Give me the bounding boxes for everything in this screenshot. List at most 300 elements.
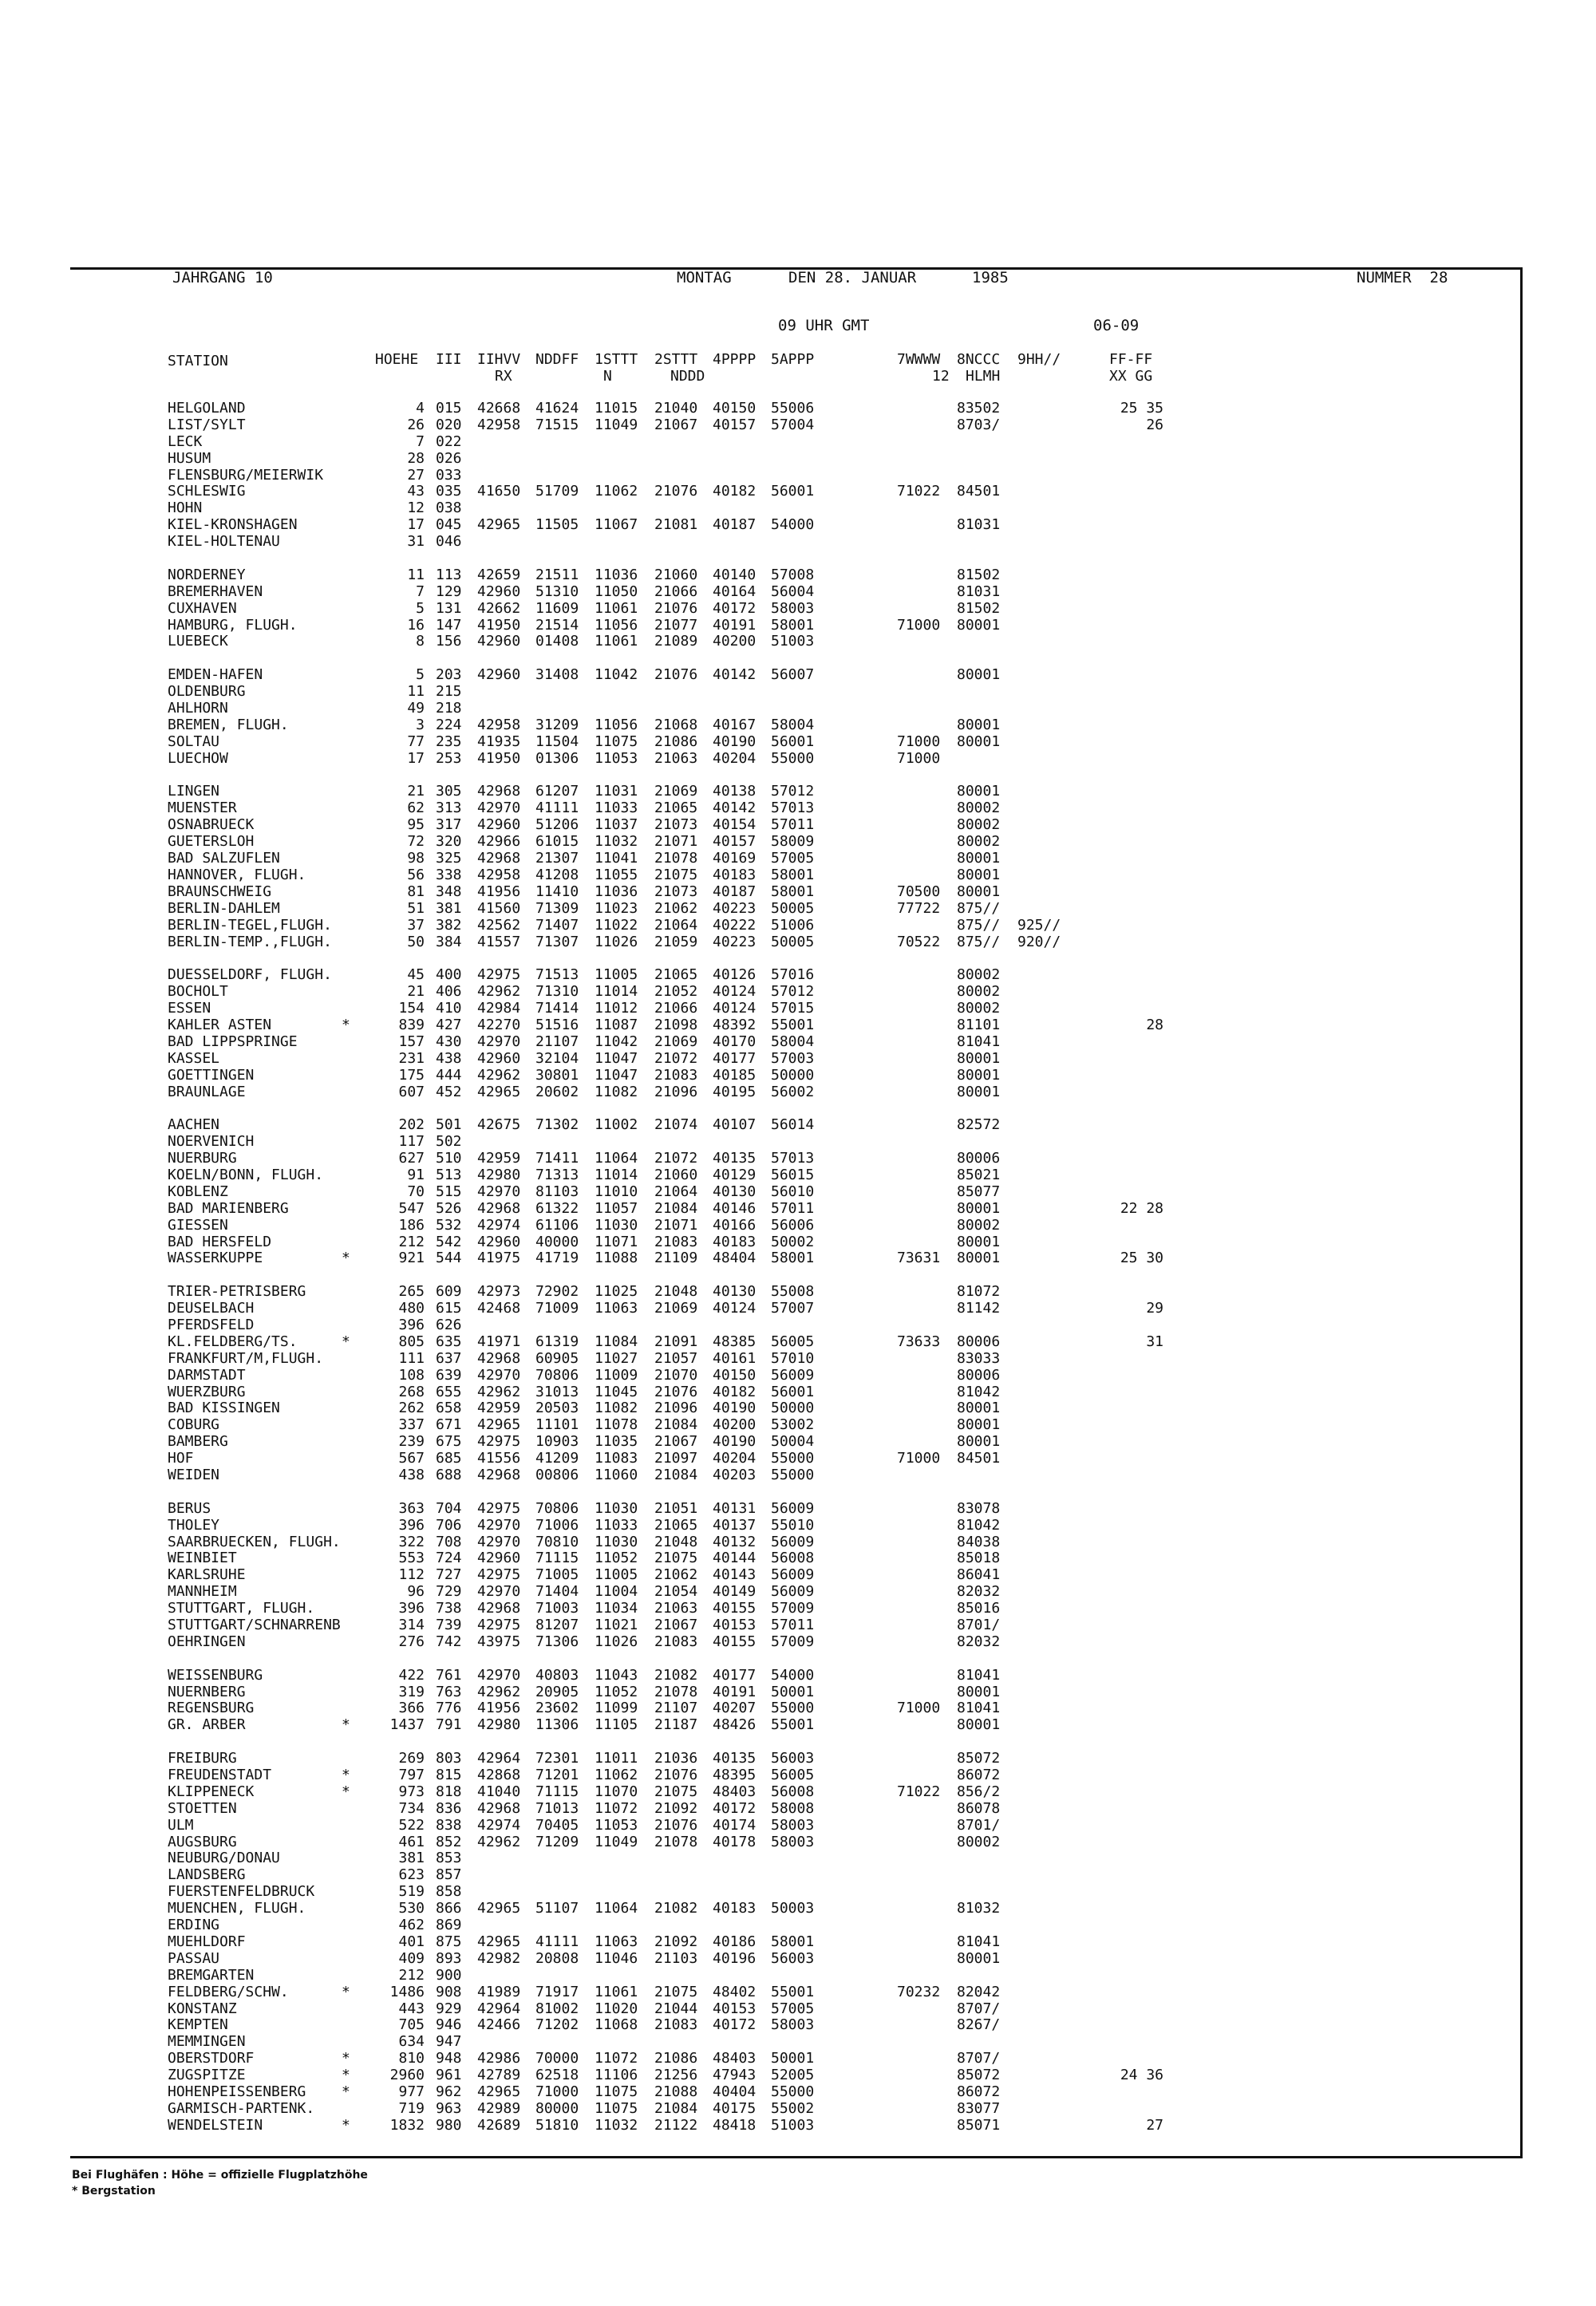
elevation: 262 [398,1400,425,1417]
mountain-mark: * [342,1333,350,1350]
group-1sttt: 11030 [595,1533,638,1550]
group-5appp: 56009 [771,1366,815,1384]
group-1sttt: 11046 [595,1949,638,1967]
group-2sttt: 21066 [654,1000,698,1017]
group-nddff: 71309 [535,899,579,917]
group-5appp: 56007 [771,666,815,684]
station-index: 203 [436,666,462,684]
station-name: ESSEN [168,1000,211,1017]
group-8nccc: 83502 [957,400,1001,417]
group-4pppp: 40177 [713,1049,757,1067]
table-row [0,601,1596,618]
station-index: 320 [436,833,462,851]
mountain-mark: * [342,2083,350,2100]
group-nddff: 71209 [535,1833,579,1850]
mountain-mark: * [342,1016,350,1033]
group-4pppp: 40144 [713,1550,757,1567]
col-7wwww-sub: 12 [932,368,950,385]
group-4pppp: 40166 [713,1216,757,1234]
table-row [0,1234,1596,1251]
station-index: 739 [436,1617,462,1634]
table-row [0,1634,1596,1651]
group-nddff: 70806 [535,1499,579,1517]
elevation: 202 [398,1116,425,1134]
elevation: 977 [398,2083,425,2100]
group-7wwww: 77722 [897,899,941,917]
station-index: 020 [436,416,462,433]
elevation: 276 [398,1633,425,1650]
group-nddff: 51810 [535,2116,579,2134]
elevation: 401 [398,1933,425,1950]
group-8nccc: 80001 [957,616,1001,634]
table-row [0,1884,1596,1901]
group-8nccc: 80001 [957,1083,1001,1100]
station-table [0,401,1596,2134]
group-4pppp: 40164 [713,582,757,600]
station-name: BERUS [168,1499,211,1517]
group-4pppp: 40131 [713,1499,757,1517]
group-iihvv: 42960 [477,816,521,834]
group-5appp: 53002 [771,1416,815,1434]
group-5appp: 56009 [771,1566,815,1584]
group-1sttt: 11075 [595,2083,638,2100]
group-1sttt: 11020 [595,2000,638,2017]
station-name: KOBLENZ [168,1183,228,1200]
elevation: 239 [398,1433,425,1451]
station-index: 046 [436,533,462,551]
elevation: 839 [398,1016,425,1033]
station-name: LIST/SYLT [168,416,246,433]
group-1sttt: 11061 [595,633,638,650]
group-7wwww: 70500 [897,883,941,900]
group-2sttt: 21040 [654,400,698,417]
station-name: HELGOLAND [168,400,246,417]
group-8nccc: 80002 [957,1000,1001,1017]
group-2sttt: 21076 [654,599,698,617]
group-nddff: 20602 [535,1083,579,1100]
table-row [0,1717,1596,1734]
group-5appp: 57010 [771,1349,815,1367]
group-1sttt: 11011 [595,1750,638,1767]
group-iihvv: 42989 [477,2099,521,2117]
group-8nccc: 85072 [957,2067,1001,2084]
group-2sttt: 21063 [654,749,698,767]
table-row [0,1584,1596,1601]
group-iihvv: 42973 [477,1283,521,1301]
group-5appp: 56010 [771,1183,815,1200]
group-4pppp: 40137 [713,1516,757,1534]
group-2sttt: 21057 [654,1349,698,1367]
mountain-mark: * [342,1716,350,1734]
group-8nccc: 8267/ [957,2016,1001,2034]
group-iihvv: 42960 [477,582,521,600]
group-nddff: 11306 [535,1716,579,1734]
elevation: 314 [398,1617,425,1634]
group-nddff: 41111 [535,1933,579,1950]
group-1sttt: 11032 [595,2116,638,2134]
station-name: GOETTINGEN [168,1066,255,1084]
station-index: 706 [436,1516,462,1534]
mountain-mark: * [342,1783,350,1800]
elevation: 11 [407,566,425,583]
station-index: 035 [436,483,462,500]
station-name: WEIDEN [168,1467,220,1483]
table-row [0,1700,1596,1717]
group-iihvv: 42960 [477,1233,521,1250]
group-4pppp: 40200 [713,633,757,650]
station-index: 400 [436,966,462,984]
group-iihvv: 42959 [477,1400,521,1417]
station-index: 542 [436,1233,462,1250]
group-1sttt: 11084 [595,1333,638,1350]
group-8nccc: 80002 [957,966,1001,984]
table-row [0,1001,1596,1017]
group-5appp: 50000 [771,1400,815,1417]
elevation: 26 [407,416,425,433]
station-index: 803 [436,1750,462,1767]
group-nddff: 71115 [535,1783,579,1800]
gust-period: 06-09 [1093,317,1140,334]
group-4pppp: 40143 [713,1566,757,1584]
table-row [0,1801,1596,1818]
group-4pppp: 40124 [713,1000,757,1017]
station-name: EMDEN-HAFEN [168,666,263,684]
group-1sttt: 11078 [595,1416,638,1434]
group-4pppp: 48385 [713,1333,757,1350]
elevation: 396 [398,1316,425,1333]
group-2sttt: 21052 [654,983,698,1001]
station-name: DARMSTADT [168,1366,246,1384]
col-5appp: 5APPP [771,351,815,368]
group-4pppp: 40175 [713,2099,757,2117]
station-name: WASSERKUPPE [168,1250,263,1267]
group-7wwww: 71000 [897,1450,941,1467]
elevation: 49 [407,700,425,717]
group-iihvv: 42974 [477,1816,521,1834]
group-7wwww: 70232 [897,1983,941,2000]
elevation: 212 [398,1966,425,1984]
table-row [0,1968,1596,1984]
group-4pppp: 40190 [713,1433,757,1451]
group-2sttt: 21083 [654,1066,698,1084]
station-index: 776 [436,1700,462,1717]
group-iihvv: 42962 [477,1383,521,1400]
group-8nccc: 85018 [957,1550,1001,1567]
group-1sttt: 11033 [595,800,638,817]
group-4pppp: 40191 [713,616,757,634]
elevation: 607 [398,1083,425,1100]
group-5appp: 55010 [771,1516,815,1534]
elevation: 91 [407,1166,425,1183]
group-1sttt: 11010 [595,1183,638,1200]
station-name: BERLIN-TEMP.,FLUGH. [168,933,332,950]
table-row [0,1818,1596,1834]
group-iihvv: 42980 [477,1716,521,1734]
col-ff-sub: XX GG [1109,368,1153,385]
group-iihvv: 42966 [477,833,521,851]
table-row [0,1417,1596,1434]
group-5appp: 56005 [771,1333,815,1350]
table-row [0,2101,1596,2118]
group-4pppp: 48392 [713,1016,757,1033]
group-4pppp: 40177 [713,1666,757,1684]
station-index: 427 [436,1016,462,1033]
table-row [0,1767,1596,1784]
gust-values: 29 [1146,1300,1163,1317]
group-nddff: 41719 [535,1250,579,1267]
group-nddff: 71310 [535,983,579,1001]
station-name: KL.FELDBERG/TS. [168,1333,298,1350]
group-5appp: 57016 [771,966,815,984]
group-1sttt: 11063 [595,1933,638,1950]
gust-values: 24 36 [1120,2067,1163,2084]
group-5appp: 55001 [771,1016,815,1033]
group-5appp: 56001 [771,732,815,750]
station-name: MUENCHEN, FLUGH. [168,1900,306,1917]
group-1sttt: 11045 [595,1383,638,1400]
elevation: 973 [398,1783,425,1800]
group-8nccc: 80001 [957,1233,1001,1250]
station-name: FREIBURG [168,1750,237,1767]
group-nddff: 20808 [535,1949,579,1967]
group-nddff: 20503 [535,1400,579,1417]
group-5appp: 56006 [771,1216,815,1234]
group-iihvv: 42974 [477,1216,521,1234]
group-8nccc: 8701/ [957,1816,1001,1834]
group-2sttt: 21092 [654,1933,698,1950]
elevation: 567 [398,1450,425,1467]
station-name: WEISSENBURG [168,1666,263,1684]
table-row [0,1117,1596,1134]
group-8nccc: 80002 [957,800,1001,817]
group-1sttt: 11071 [595,1233,638,1250]
group-4pppp: 40142 [713,666,757,684]
group-4pppp: 40155 [713,1633,757,1650]
table-row [0,1317,1596,1334]
group-iihvv: 42970 [477,1516,521,1534]
elevation: 45 [407,966,425,984]
elevation: 438 [398,1467,425,1483]
table-row [0,1984,1596,2001]
table-row [0,1917,1596,1934]
elevation: 77 [407,732,425,750]
group-2sttt: 21097 [654,1450,698,1467]
group-iihvv: 41560 [477,899,521,917]
group-8nccc: 8703/ [957,416,1001,433]
table-row [0,584,1596,601]
table-row [0,1934,1596,1951]
station-index: 900 [436,1966,462,1984]
group-2sttt: 21078 [654,1833,698,1850]
group-1sttt: 11036 [595,566,638,583]
station-name: SAARBRUECKEN, FLUGH. [168,1533,341,1550]
group-4pppp: 40183 [713,1900,757,1917]
group-8nccc: 80002 [957,1833,1001,1850]
elevation: 17 [407,516,425,534]
station-name: THOLEY [168,1516,220,1534]
group-5appp: 50002 [771,1233,815,1250]
group-2sttt: 21091 [654,1333,698,1350]
group-nddff: 71307 [535,933,579,950]
group-2sttt: 21076 [654,666,698,684]
group-4pppp: 48418 [713,2116,757,2134]
table-row [0,1751,1596,1767]
group-8nccc: 81502 [957,599,1001,617]
group-1sttt: 11061 [595,1983,638,2000]
group-iihvv: 42965 [477,2083,521,2100]
group-2sttt: 21067 [654,416,698,433]
group-nddff: 70810 [535,1533,579,1550]
group-2sttt: 21076 [654,483,698,500]
group-8nccc: 80001 [957,1066,1001,1084]
station-index: 609 [436,1283,462,1301]
group-iihvv: 42975 [477,1499,521,1517]
elevation: 51 [407,899,425,917]
group-iihvv: 42965 [477,1083,521,1100]
station-name: BOCHOLT [168,983,228,1001]
station-name: WENDELSTEIN [168,2116,263,2134]
group-nddff: 11609 [535,599,579,617]
group-2sttt: 21069 [654,1300,698,1317]
group-nddff: 40803 [535,1666,579,1684]
group-4pppp: 40172 [713,599,757,617]
group-iihvv: 42789 [477,2067,521,2084]
volume-label: JAHRGANG 10 [172,269,273,286]
elevation: 17 [407,749,425,767]
elevation: 16 [407,616,425,634]
group-1sttt: 11062 [595,483,638,500]
station-index: 615 [436,1300,462,1317]
group-8nccc: 80001 [957,716,1001,733]
group-iihvv: 42668 [477,400,521,417]
group-4pppp: 40169 [713,850,757,867]
station-name: MUENSTER [168,800,237,817]
station-name: BAD KISSINGEN [168,1400,280,1417]
elevation: 519 [398,1883,425,1901]
table-row [0,984,1596,1001]
group-iihvv: 42466 [477,2016,521,2034]
group-1sttt: 11030 [595,1216,638,1234]
group-iihvv: 42659 [477,566,521,583]
group-nddff: 21307 [535,850,579,867]
elevation: 111 [398,1349,425,1367]
station-name: AUGSBURG [168,1833,237,1850]
group-1sttt: 11047 [595,1066,638,1084]
group-7wwww: 70522 [897,933,941,950]
group-4pppp: 40186 [713,1933,757,1950]
group-nddff: 61015 [535,833,579,851]
group-8nccc: 80001 [957,1049,1001,1067]
group-4pppp: 40140 [713,566,757,583]
group-iihvv: 42965 [477,1900,521,1917]
group-iihvv: 42868 [477,1767,521,1784]
station-name: OSNABRUECK [168,816,255,834]
group-1sttt: 11063 [595,1300,638,1317]
group-4pppp: 40182 [713,483,757,500]
elevation: 98 [407,850,425,867]
group-1sttt: 11105 [595,1716,638,1734]
station-name: HOHENPEISSENBERG [168,2083,306,2100]
gust-values: 25 35 [1120,400,1163,417]
group-nddff: 11101 [535,1416,579,1434]
group-nddff: 51107 [535,1900,579,1917]
station-name: GR. ARBER [168,1716,246,1734]
elevation: 21 [407,983,425,1001]
table-row [0,1850,1596,1867]
group-1sttt: 11068 [595,2016,638,2034]
elevation: 186 [398,1216,425,1234]
station-name: NEUBURG/DONAU [168,1850,280,1867]
group-2sttt: 21044 [654,2000,698,2017]
group-5appp: 57007 [771,1300,815,1317]
group-5appp: 50005 [771,933,815,950]
station-name: GIESSEN [168,1216,228,1234]
station-index: 515 [436,1183,462,1200]
group-2sttt: 21063 [654,1600,698,1617]
group-7wwww: 73631 [897,1250,941,1267]
table-row [0,517,1596,534]
elevation: 62 [407,800,425,817]
elevation: 5 [416,666,425,684]
group-4pppp: 40132 [713,1533,757,1550]
group-4pppp: 40195 [713,1083,757,1100]
group-5appp: 58001 [771,1933,815,1950]
group-5appp: 58001 [771,866,815,883]
group-iihvv: 41935 [477,732,521,750]
station-index: 313 [436,800,462,817]
group-iihvv: 42970 [477,1666,521,1684]
group-iihvv: 42975 [477,966,521,984]
table-row [0,1368,1596,1384]
elevation: 319 [398,1683,425,1700]
table-row [0,851,1596,867]
group-1sttt: 11083 [595,1450,638,1467]
group-2sttt: 21075 [654,866,698,883]
group-iihvv: 42960 [477,1550,521,1567]
footnote-mountain-station: * Bergstation [72,2185,156,2197]
group-nddff: 21107 [535,1033,579,1050]
group-iihvv: 42958 [477,866,521,883]
group-4pppp: 40130 [713,1283,757,1301]
group-nddff: 41209 [535,1450,579,1467]
group-spacer [0,1267,1596,1284]
group-7wwww: 71000 [897,1700,941,1717]
group-2sttt: 21051 [654,1499,698,1517]
group-1sttt: 11034 [595,1600,638,1617]
elevation: 396 [398,1516,425,1534]
group-5appp: 56001 [771,1383,815,1400]
group-5appp: 58001 [771,616,815,634]
group-5appp: 57015 [771,1000,815,1017]
group-2sttt: 21096 [654,1083,698,1100]
group-2sttt: 21064 [654,1183,698,1200]
group-2sttt: 21081 [654,516,698,534]
station-index: 947 [436,2033,462,2051]
group-1sttt: 11025 [595,1283,638,1301]
table-row [0,2001,1596,2018]
elevation: 719 [398,2099,425,2117]
group-1sttt: 11053 [595,1816,638,1834]
table-row [0,417,1596,434]
station-index: 452 [436,1083,462,1100]
group-5appp: 56003 [771,1750,815,1767]
group-1sttt: 11014 [595,1166,638,1183]
group-nddff: 51310 [535,582,579,600]
station-index: 675 [436,1433,462,1451]
group-2sttt: 21098 [654,1016,698,1033]
group-8nccc: 81502 [957,566,1001,583]
group-iihvv: 42960 [477,666,521,684]
